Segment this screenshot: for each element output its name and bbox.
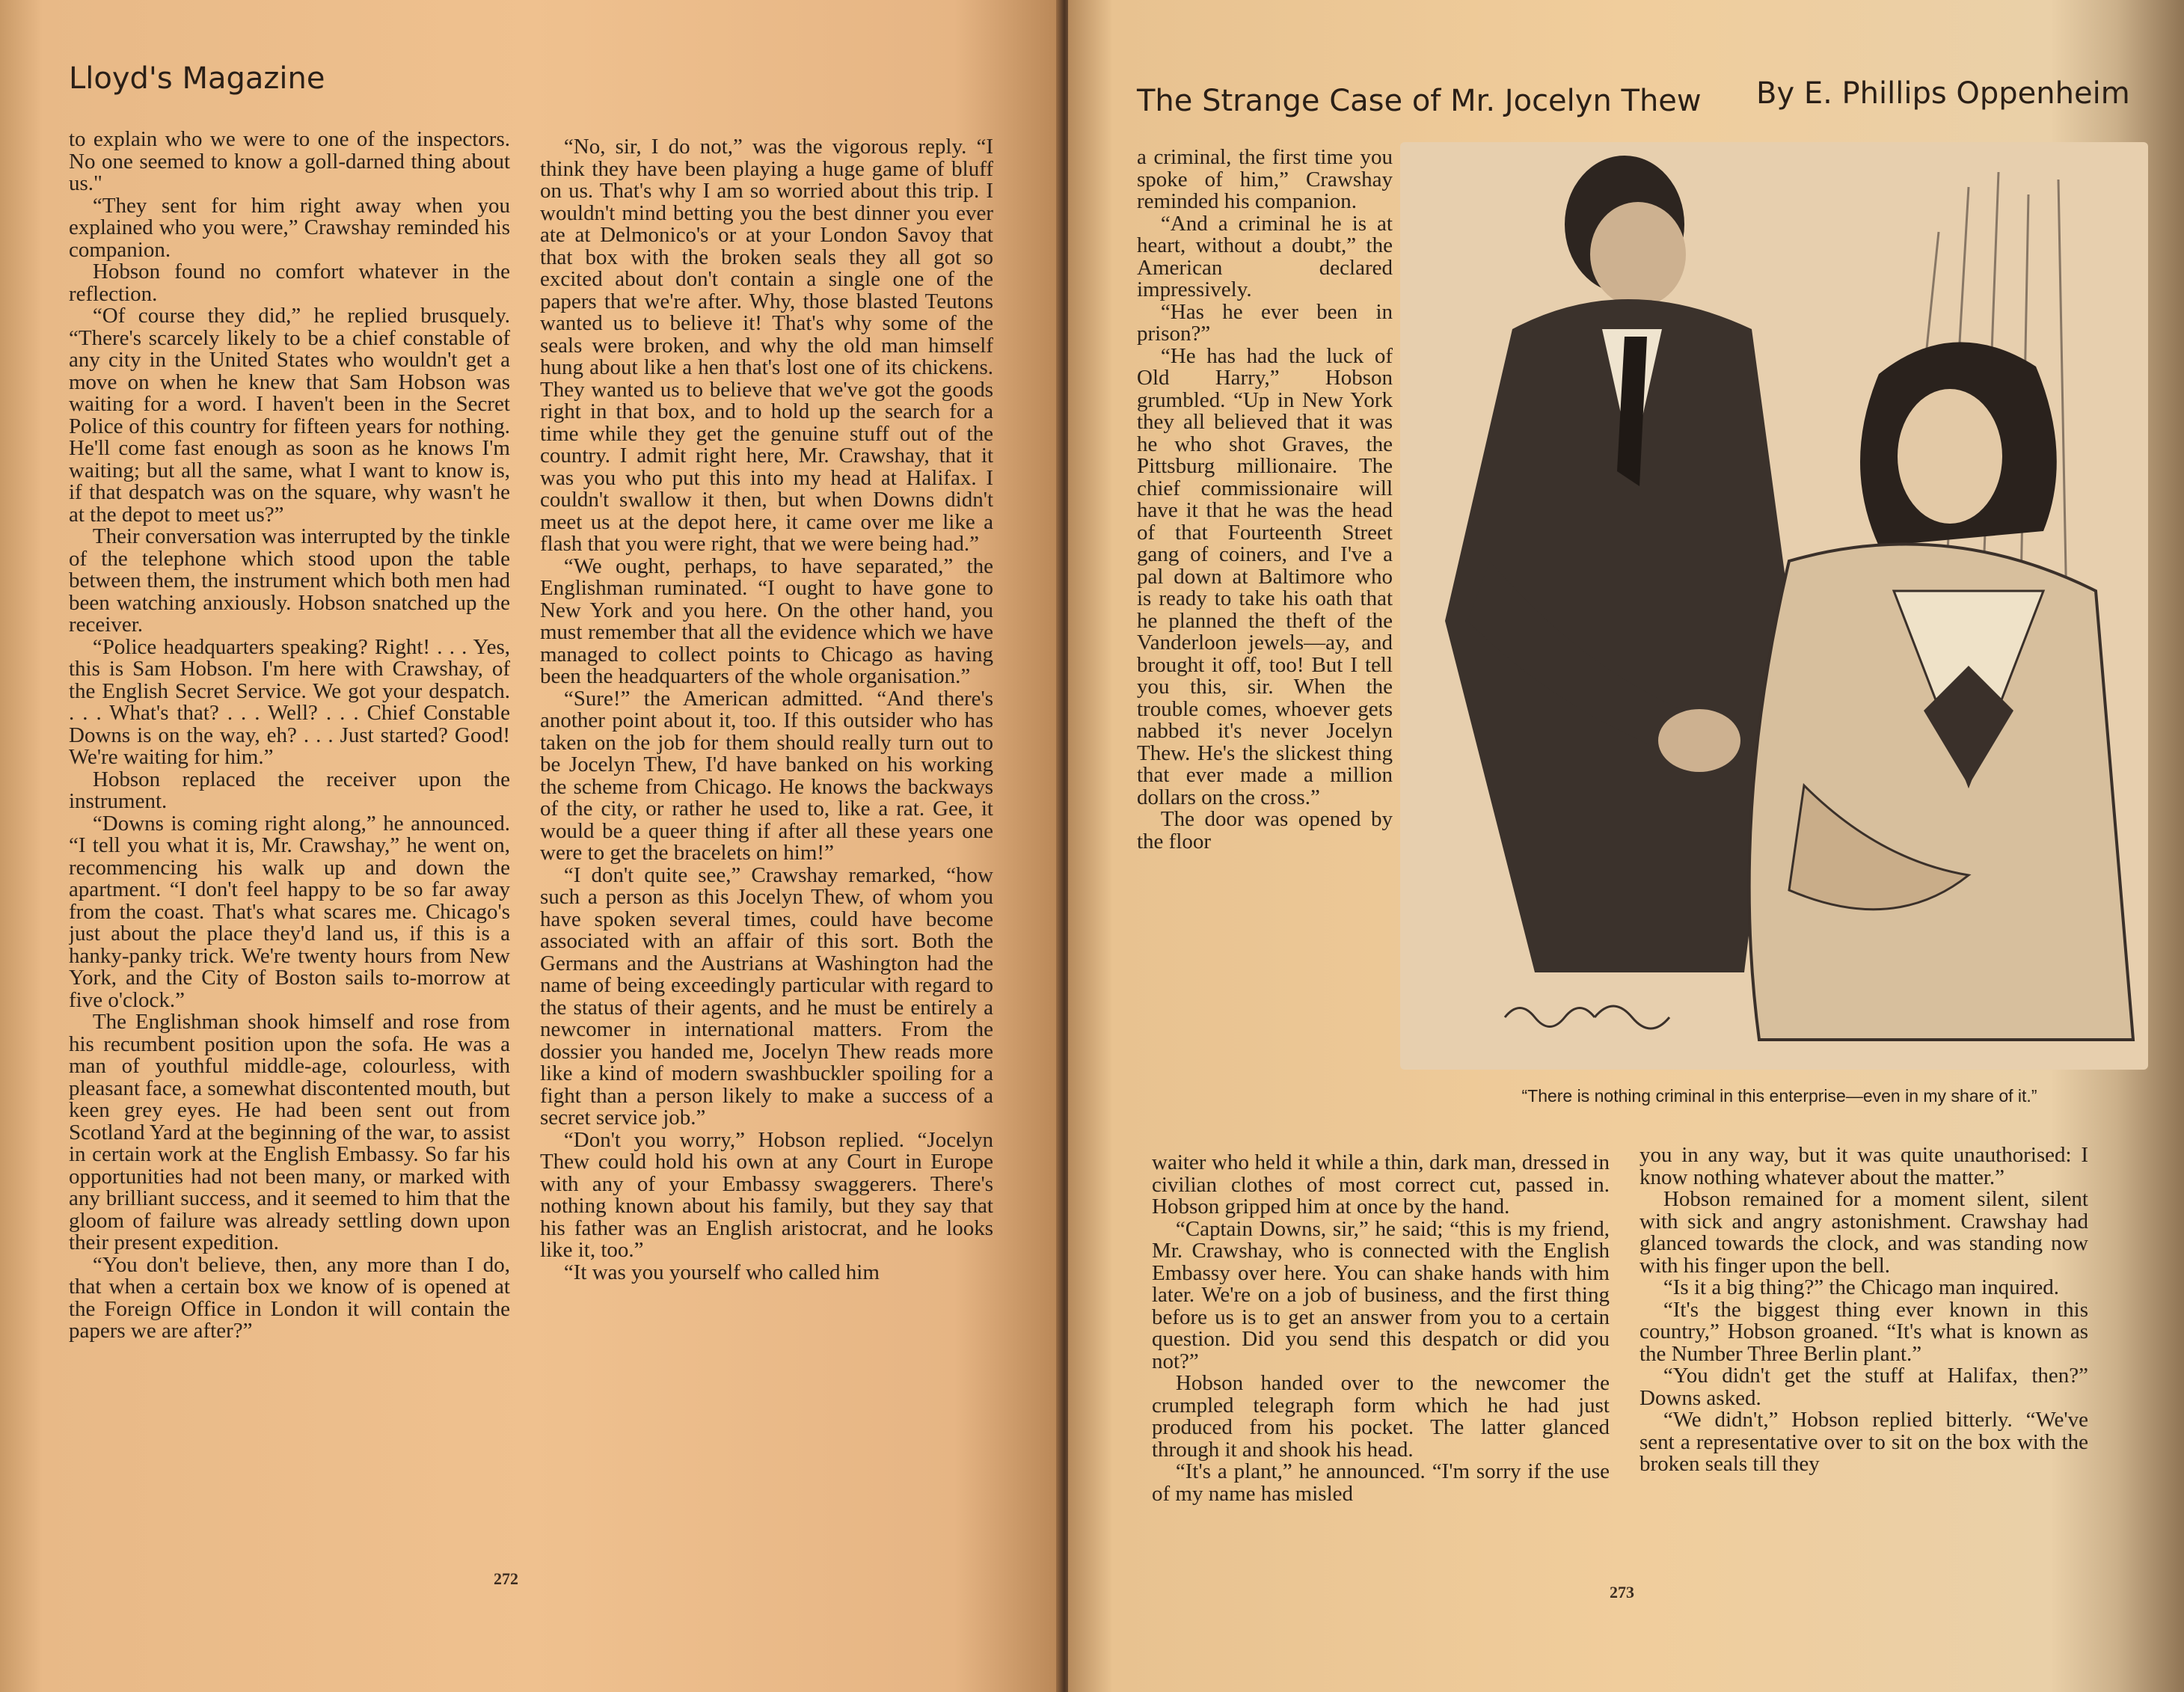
paragraph: Hobson replaced the receiver upon the instrument. (69, 767, 510, 813)
paragraph: “Is it a big thing?” the Chicago man inquired. (1663, 1275, 2059, 1299)
paragraph: The door was opened by the floor (1137, 807, 1393, 853)
illustration-caption: “There is nothing criminal in this enterprise—even in my share of it.” (1521, 1086, 2037, 1106)
paragraph: “We ought, perhaps, to have separated,” the Englishman ruminated. “I ought to have gone to New York and you here. On the other hand, you must remember that all the evidence which we have managed to collect points to Chicago as having been the headquarters of the whole organisation.” (540, 554, 993, 688)
paragraph: Their conversation was interrupted by the tinkle of the telephone which stood upon the table between them, the instrument which both men had been watching anxiously. Hobson snatched up the receiver. (69, 524, 510, 637)
paragraph: Hobson found no comfort whatever in the reflection. (69, 260, 510, 306)
running-head-magazine-title: Lloyd's Magazine (69, 61, 325, 96)
right-page (1068, 0, 2184, 1692)
right-page-column-right (1639, 1144, 2088, 1571)
paragraph: The Englishman shook himself and rose from his recumbent position upon the sofa. He was a man of youthful middle-age, colourless, with pleasant face, a somewhat discontented mouth, but keen grey eyes. He had been sent out from Scotland Yard at the beginning of the war, to assist in certain work at the English Embassy. So far his opportunities had not been many, or marked with any brilliant success, and it seemed to him that the gloom of failure was already settling down upon their present expedition. (69, 1010, 510, 1254)
paragraph: you in any way, but it was quite unauthorised: I know nothing whatever about the matter.” (1639, 1144, 2088, 1189)
paragraph: a criminal, the first time you spoke of him,” Crawshay reminded his companion. (1137, 147, 1393, 213)
paragraph: “And a criminal he is at heart, without a doubt,” the American declared impressively. (1137, 211, 1393, 301)
paragraph: “Don't you worry,” Hobson replied. “Jocelyn Thew could hold his own at any Court in Europe with any of your Embassy swaggerers. There's nothing known about his family, but they say that his father was an English aristocrat, and he looks like it, too.” (540, 1127, 993, 1262)
left-page (0, 0, 1061, 1692)
paragraph: “It's a plant,” he announced. “I'm sorry if the use of my name has misled (1152, 1459, 1610, 1506)
left-page-column-2 (540, 136, 993, 1565)
paragraph: Hobson handed over to the newcomer the crumpled telegraph form which he had just produced from his pocket. The latter glanced through it and shook his head. (1152, 1371, 1610, 1462)
paragraph: “Sure!” the American admitted. “And there's another point about it, too. If this outsider who has taken on the job for them should really turn out to be Jocelyn Thew, I'd have banked on his working the scheme from Chicago. He knows the backways of the city, or rather he used to, like a rat. Gee, it would be a queer thing if after all these years one were to get the bracelets on him!” (540, 686, 993, 865)
paragraph: “You don't believe, then, any more than I do, that when a certain box we know of is opened at the Foreign Office in London it will contain the papers we are after?” (69, 1252, 510, 1343)
page-number-left: 272 (494, 1569, 518, 1588)
paragraph: to explain who we were to one of the inspectors. No one seemed to know a goll-darned thing about us." (69, 129, 510, 195)
paragraph: “Downs is coming right along,” he announced. “I tell you what it is, Mr. Crawshay,” he went on, recommencing his walk up and down the apartment. “I don't feel happy to be so far away from the coast. That's what scares me. Chicago's just about the place they'd land us, if this is a hanky-panky trick. We're twenty hours from New York, and the City of Boston sails to-morrow at five o'clock.” (69, 811, 510, 1012)
page-number-right: 273 (1610, 1583, 1634, 1601)
paragraph: “Police headquarters speaking? Right! . . . Yes, this is Sam Hobson. I'm here with Crawshay, of the English Secret Service. We got your despatch. . . . What's that? . . . Well? . . . Chief Constable Downs is on the way, eh? . . . Just started? Good! We're waiting for him.” (69, 634, 510, 769)
paragraph: “You didn't get the stuff at Halifax, then?” Downs asked. (1639, 1364, 2088, 1410)
left-page-column-1 (69, 129, 510, 1565)
paragraph: “Has he ever been in prison?” (1137, 299, 1393, 346)
paragraph: “No, sir, I do not,” was the vigorous reply. “I think they have been playing a huge game of bluff on us. That's why I am so worried about this trip. I wouldn't mind betting you the best dinner you ever ate at Delmonico's or at your London Savoy that that box with the broken seals they all got so excited about don't contain a single one of the papers that we're after. Why, those blasted Teutons wanted us to believe it! That's why some of the seals were broken, and why the old man himself hung about like a hen that's lost one of its chickens. They wanted us to believe that we've got the goods right in that box, and to hold up the search for a time while they get the genuine stuff out of the country. I admit right here, Mr. Crawshay, that it was you who put this into my head at Halifax. I couldn't swallow it then, but when Downs didn't meet us at the depot here, it came over me like a flash that you were right, that we were being had.” (540, 136, 993, 556)
running-head-story-title: The Strange Case of Mr. Jocelyn Thew (1137, 84, 1702, 118)
story-illustration (1400, 142, 2148, 1070)
running-head-byline: By E. Phillips Oppenheim (1756, 76, 2130, 111)
paragraph: “I don't quite see,” Crawshay remarked, “how such a person as this Jocelyn Thew, of whom you have spoken several times, could have become associated with an affair of this sort. Both the Germans and the Austrians at Washington had the name of being exceedingly particular with regard to the status of their agents, and he must be entirely a newcomer in international matters. From the dossier you handed me, Jocelyn Thew reads more like a kind of modern swashbuckler spoiling for a fight than a person likely to make a success of a secret service job.” (540, 862, 993, 1129)
right-page-narrow-column (1137, 147, 1393, 1150)
paragraph: “We didn't,” Hobson replied bitterly. “We've sent a representative over to sit on the box with the broken seals till they (1639, 1408, 2088, 1476)
paragraph: “Of course they did,” he replied brusquely. “There's scarcely likely to be a chief constable of any city in the United States who wouldn't get a move on when he knew that Sam Hobson was waiting for a word. I haven't been in the Secret Police of this country for fifteen years for nothing. He'll come fast enough as soon as he knows I'm waiting; but all the same, what I want to know is, if that despatch was on the square, why wasn't he at the depot to meet us?” (69, 304, 510, 527)
paragraph: waiter who held it while a thin, dark man, dressed in civilian clothes of most correct cut, passed in. Hobson gripped him at once by the hand. (1152, 1152, 1610, 1219)
paragraph: “They sent for him right away when you explained who you were,” Crawshay reminded his companion. (69, 193, 510, 262)
paragraph: “He has had the luck of Old Harry,” Hobson grumbled. “Up in New York they all believed that it was he who shot Graves, the Pittsburg millionaire. The chief commissionaire will have it that he was the head of that Fourteenth Street gang of coiners, and I've a pal down at Baltimore who is ready to take his oath that he planned the theft of the Vanderloon jewels—ay, and brought it off, too! But I tell you this, sir. When the trouble comes, whoever gets nabbed it's never Jocelyn Thew. He's the slickest thing that ever made a million dollars on the cross.” (1137, 343, 1393, 809)
paragraph: “It's the biggest thing ever known in this country,” Hobson groaned. “It's what is known as the Number Three Berlin plant.” (1639, 1297, 2088, 1366)
paragraph: “Captain Downs, sir,” he said; “this is my friend, Mr. Crawshay, who is connected with the English Embassy over here. You can shake hands with him later. We're on a job of business, and the first thing before us is to get an answer from you to a certain question. Did you send this despatch or did you not?” (1152, 1216, 1610, 1373)
right-page-column-left (1152, 1152, 1610, 1571)
paragraph: Hobson remained for a moment silent, silent with sick and angry astonishment. Crawshay had glanced towards the clock, and was standing now with his finger upon the bell. (1639, 1187, 2088, 1278)
paragraph: “It was you yourself who called him (563, 1260, 880, 1284)
